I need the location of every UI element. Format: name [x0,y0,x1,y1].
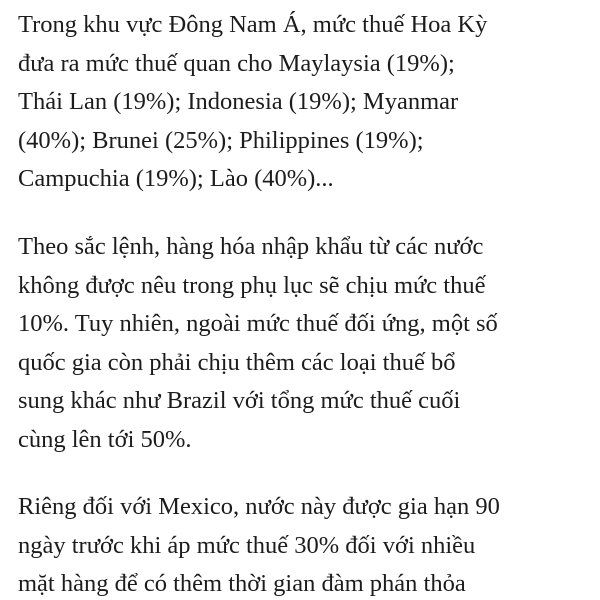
text-line: không được nêu trong phụ lục sẽ chịu mức thuế [18,271,486,299]
text-line: Trong khu vực Đông Nam Á, mức thuế Hoa Kỳ [18,11,488,38]
text-line: Campuchia (19%); Lào (40%)... [18,165,334,193]
text-line: Riêng đối với Mexico, nước này được gia hạn 90 [18,493,500,520]
text-line: 10%. Tuy nhiên, ngoài mức thuế đối ứng, một số [18,310,498,338]
text-line: Thái Lan (19%); Indonesia (19%); Myanmar [18,88,459,116]
text-line: quốc gia còn phải chịu thêm các loại thuế bổ [18,348,456,376]
paragraph-mexico-extension [18,488,500,600]
paragraph-decree-rules [18,228,498,460]
text-line: sung khác như Brazil với tổng mức thuế cuối [18,387,461,415]
paragraph-southeast-asia-tariffs [18,6,487,199]
text-line: cùng lên tới 50%. [18,425,192,453]
text-line: ngày trước khi áp mức thuế 30% đối với nhiều [18,531,476,559]
text-line: mặt hàng để có thêm thời gian đàm phán thỏa [18,570,466,598]
text-line: đưa ra mức thuế quan cho Maylaysia (19%); [18,49,455,77]
text-line: (40%); Brunei (25%); Philippines (19%); [18,126,424,154]
text-line: Theo sắc lệnh, hàng hóa nhập khẩu từ các nước [18,233,484,260]
